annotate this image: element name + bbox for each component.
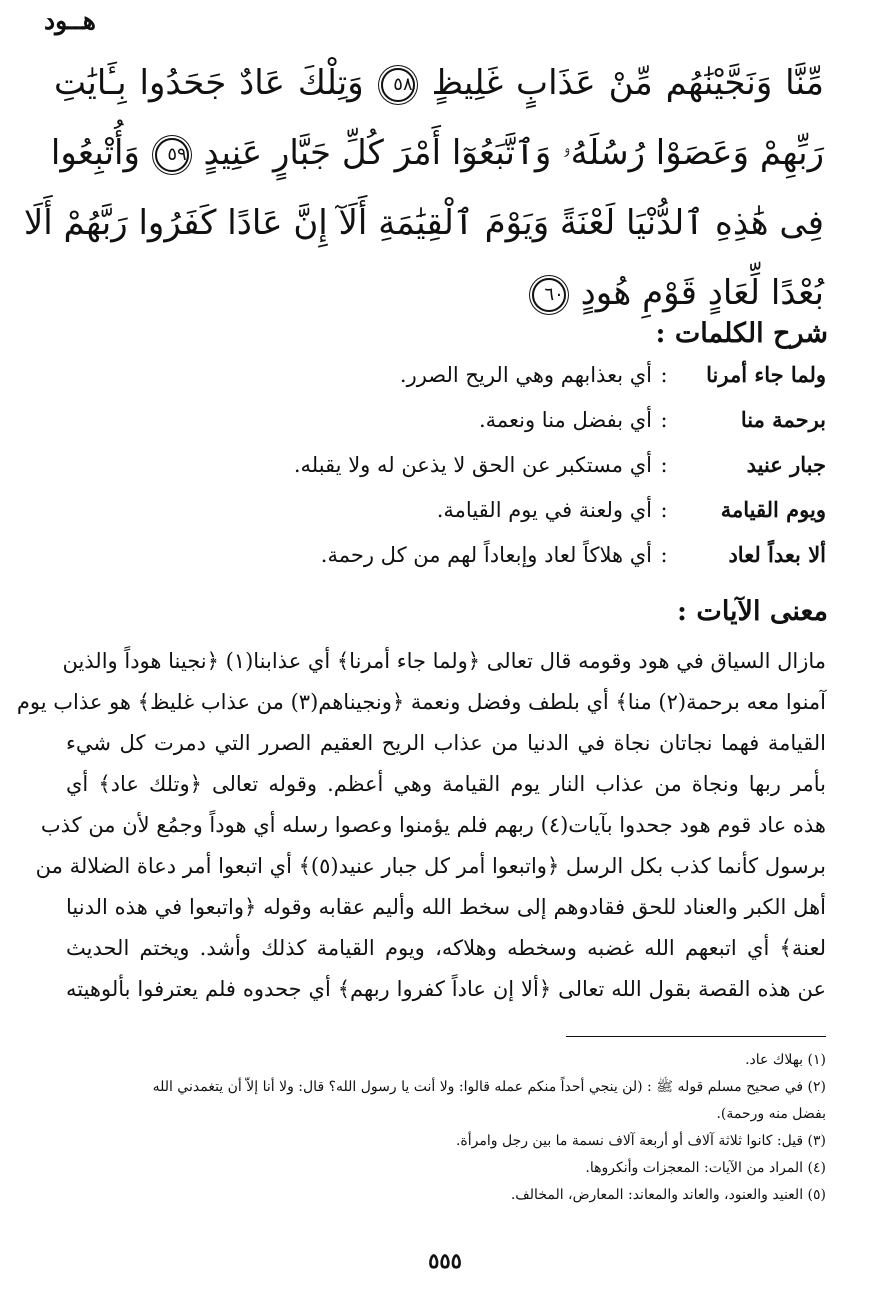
vocab-definition: أي بعذابهم وهي الريح الصرر. — [399, 363, 652, 387]
footnote-line: (٣) قيل: كانوا ثلاثة آلاف أو أربعة آلاف نسمة ما بين رجل وامرأة. — [455, 1133, 826, 1149]
vocab-colon: : — [660, 453, 668, 477]
vocab-row — [126, 407, 826, 452]
vocab-colon: : — [660, 408, 668, 432]
paragraph-line: برسول كأنما كذب بكل الرسل ﴿واتبعوا أمر كل جبار عنيد(٥)﴾ أي اتبعوا أمر دعاة الضلالة من — [35, 854, 826, 878]
vocab-colon: : — [660, 543, 668, 567]
paragraph-line: بأمر ربها ونجاة من عذاب النار يوم القيامة وهي أعظم. وقوله تعالى ﴿وتلك عاد﴾ أي — [66, 772, 826, 796]
footnote-line: (٢) في صحيح مسلم قوله ﷺ : (لن ينجي أحداً منكم عمله قالوا: ولا أنت يا رسول الله؟ قال: ولا أنا إلاّ أن يتغمدني الله — [152, 1079, 826, 1095]
vocab-term: جبار عنيد — [746, 452, 826, 477]
quran-line — [54, 52, 824, 122]
quran-text: فِى هَٰذِهِ ٱلدُّنْيَا لَعْنَةً وَيَوْمَ ٱلْقِيَٰمَةِ أَلَآ إِنَّ عَادًا كَفَرُوا رَبَّهُمْ أَلَا — [23, 203, 824, 243]
meaning-heading: معنى الآيات : — [677, 596, 828, 627]
paragraph-line: مازال السياق في هود وقومه قال تعالى ﴿ولما جاء أمرنا﴾ أي عذابنا(١) ﴿نجينا هوداً والذين — [62, 649, 826, 673]
quran-text: بُعْدًا لِّعَادٍ قَوْمِ هُودٍ — [580, 273, 824, 313]
footnote-line: بفضل منه ورحمة). — [716, 1106, 826, 1122]
vocab-colon: : — [660, 363, 668, 387]
vocab-term: ألا بعداً لعاد — [728, 542, 826, 567]
footnote-line: (٥) العنيد والعنود، والعاند والمعاند: المعارض، المخالف. — [510, 1187, 826, 1203]
vocab-heading: شرح الكلمات : — [655, 318, 828, 349]
vocab-definition: أي ولعنة في يوم القيامة. — [436, 498, 652, 522]
quran-line — [50, 122, 824, 192]
paragraph-line: القيامة فهما نجاتان نجاة في الدنيا من عذاب الريح العقيم الصرر التي دمرت كل شيء — [66, 731, 826, 755]
vocab-row — [126, 497, 826, 542]
quran-line — [23, 192, 824, 262]
vocab-term: ولما جاء أمرنا — [706, 362, 826, 387]
paragraph-line: لعنة﴾ أي اتبعهم الله غضبه وسخطه وهلاكه، ويوم القيامة كذلك وأشد. ويختم الحديث — [66, 936, 826, 960]
paragraph-line: أهل الكبر والعناد للحق فقادوهم إلى سخط الله وأليم عقابه وقوله ﴿واتبعوا في هذه الدنيا — [66, 895, 826, 919]
meaning-paragraph — [16, 644, 826, 1013]
quran-text: وَتِلْكَ عَادٌ جَحَدُوا بِـَٔايَٰتِ — [54, 63, 364, 103]
ayah-number-marker: ٥٨ — [381, 68, 415, 102]
quran-text: مِّنَّا وَنَجَّيْنَٰهُم مِّنْ عَذَابٍ غَلِيظٍ — [431, 63, 825, 103]
footnotes — [66, 1048, 826, 1210]
ayah-number-marker: ٦٠ — [532, 278, 566, 312]
paragraph-line: هذه عاد قوم هود جحدوا بآيات(٤) ربهم فلم يؤمنوا وعصوا رسله أي هوداً وجمُع لأن من كذب — [40, 813, 826, 837]
footnote-line: (١) بهلاك عاد. — [745, 1052, 826, 1068]
quran-passage — [23, 52, 825, 332]
vocab-definition: أي بفضل منا ونعمة. — [478, 408, 652, 432]
ayah-number-marker: ٥٩ — [155, 138, 189, 172]
vocab-row — [126, 542, 826, 587]
vocab-definition: أي هلاكاً لعاد وإبعاداً لهم من كل رحمة. — [320, 543, 652, 567]
vocab-row — [126, 362, 826, 407]
vocab-list — [126, 362, 826, 587]
vocab-term: ويوم القيامة — [720, 497, 826, 522]
vocab-term: برحمة منا — [740, 407, 826, 432]
vocab-colon: : — [660, 498, 668, 522]
vocab-row — [126, 452, 826, 497]
quran-text: وَأُتْبِعُوا — [50, 133, 140, 173]
page-number: ٥٥٥ — [428, 1248, 462, 1273]
vocab-definition: أي مستكبر عن الحق لا يذعن له ولا يقبله. — [293, 453, 652, 477]
footnote-divider — [566, 1036, 826, 1037]
paragraph-line: عن هذه القصة بقول الله تعالى ﴿ألا إن عاداً كفروا ربهم﴾ أي جحدوه فلم يعترفوا بألوهيته — [66, 977, 826, 1001]
paragraph-line: آمنوا معه برحمة(٢) منا﴾ أي بلطف وفضل ونعمة ﴿ونجيناهم(٣) من عذاب غليظ﴾ هو عذاب يوم — [16, 690, 826, 714]
footnote-line: (٤) المراد من الآيات: المعجزات وأنكروها. — [585, 1160, 826, 1176]
surah-name-header: هــود — [44, 6, 96, 35]
quran-text: رَبِّهِمْ وَعَصَوْا رُسُلَهُۥ وَٱتَّبَعُوٓا أَمْرَ كُلِّ جَبَّارٍ عَنِيدٍ — [203, 133, 824, 173]
